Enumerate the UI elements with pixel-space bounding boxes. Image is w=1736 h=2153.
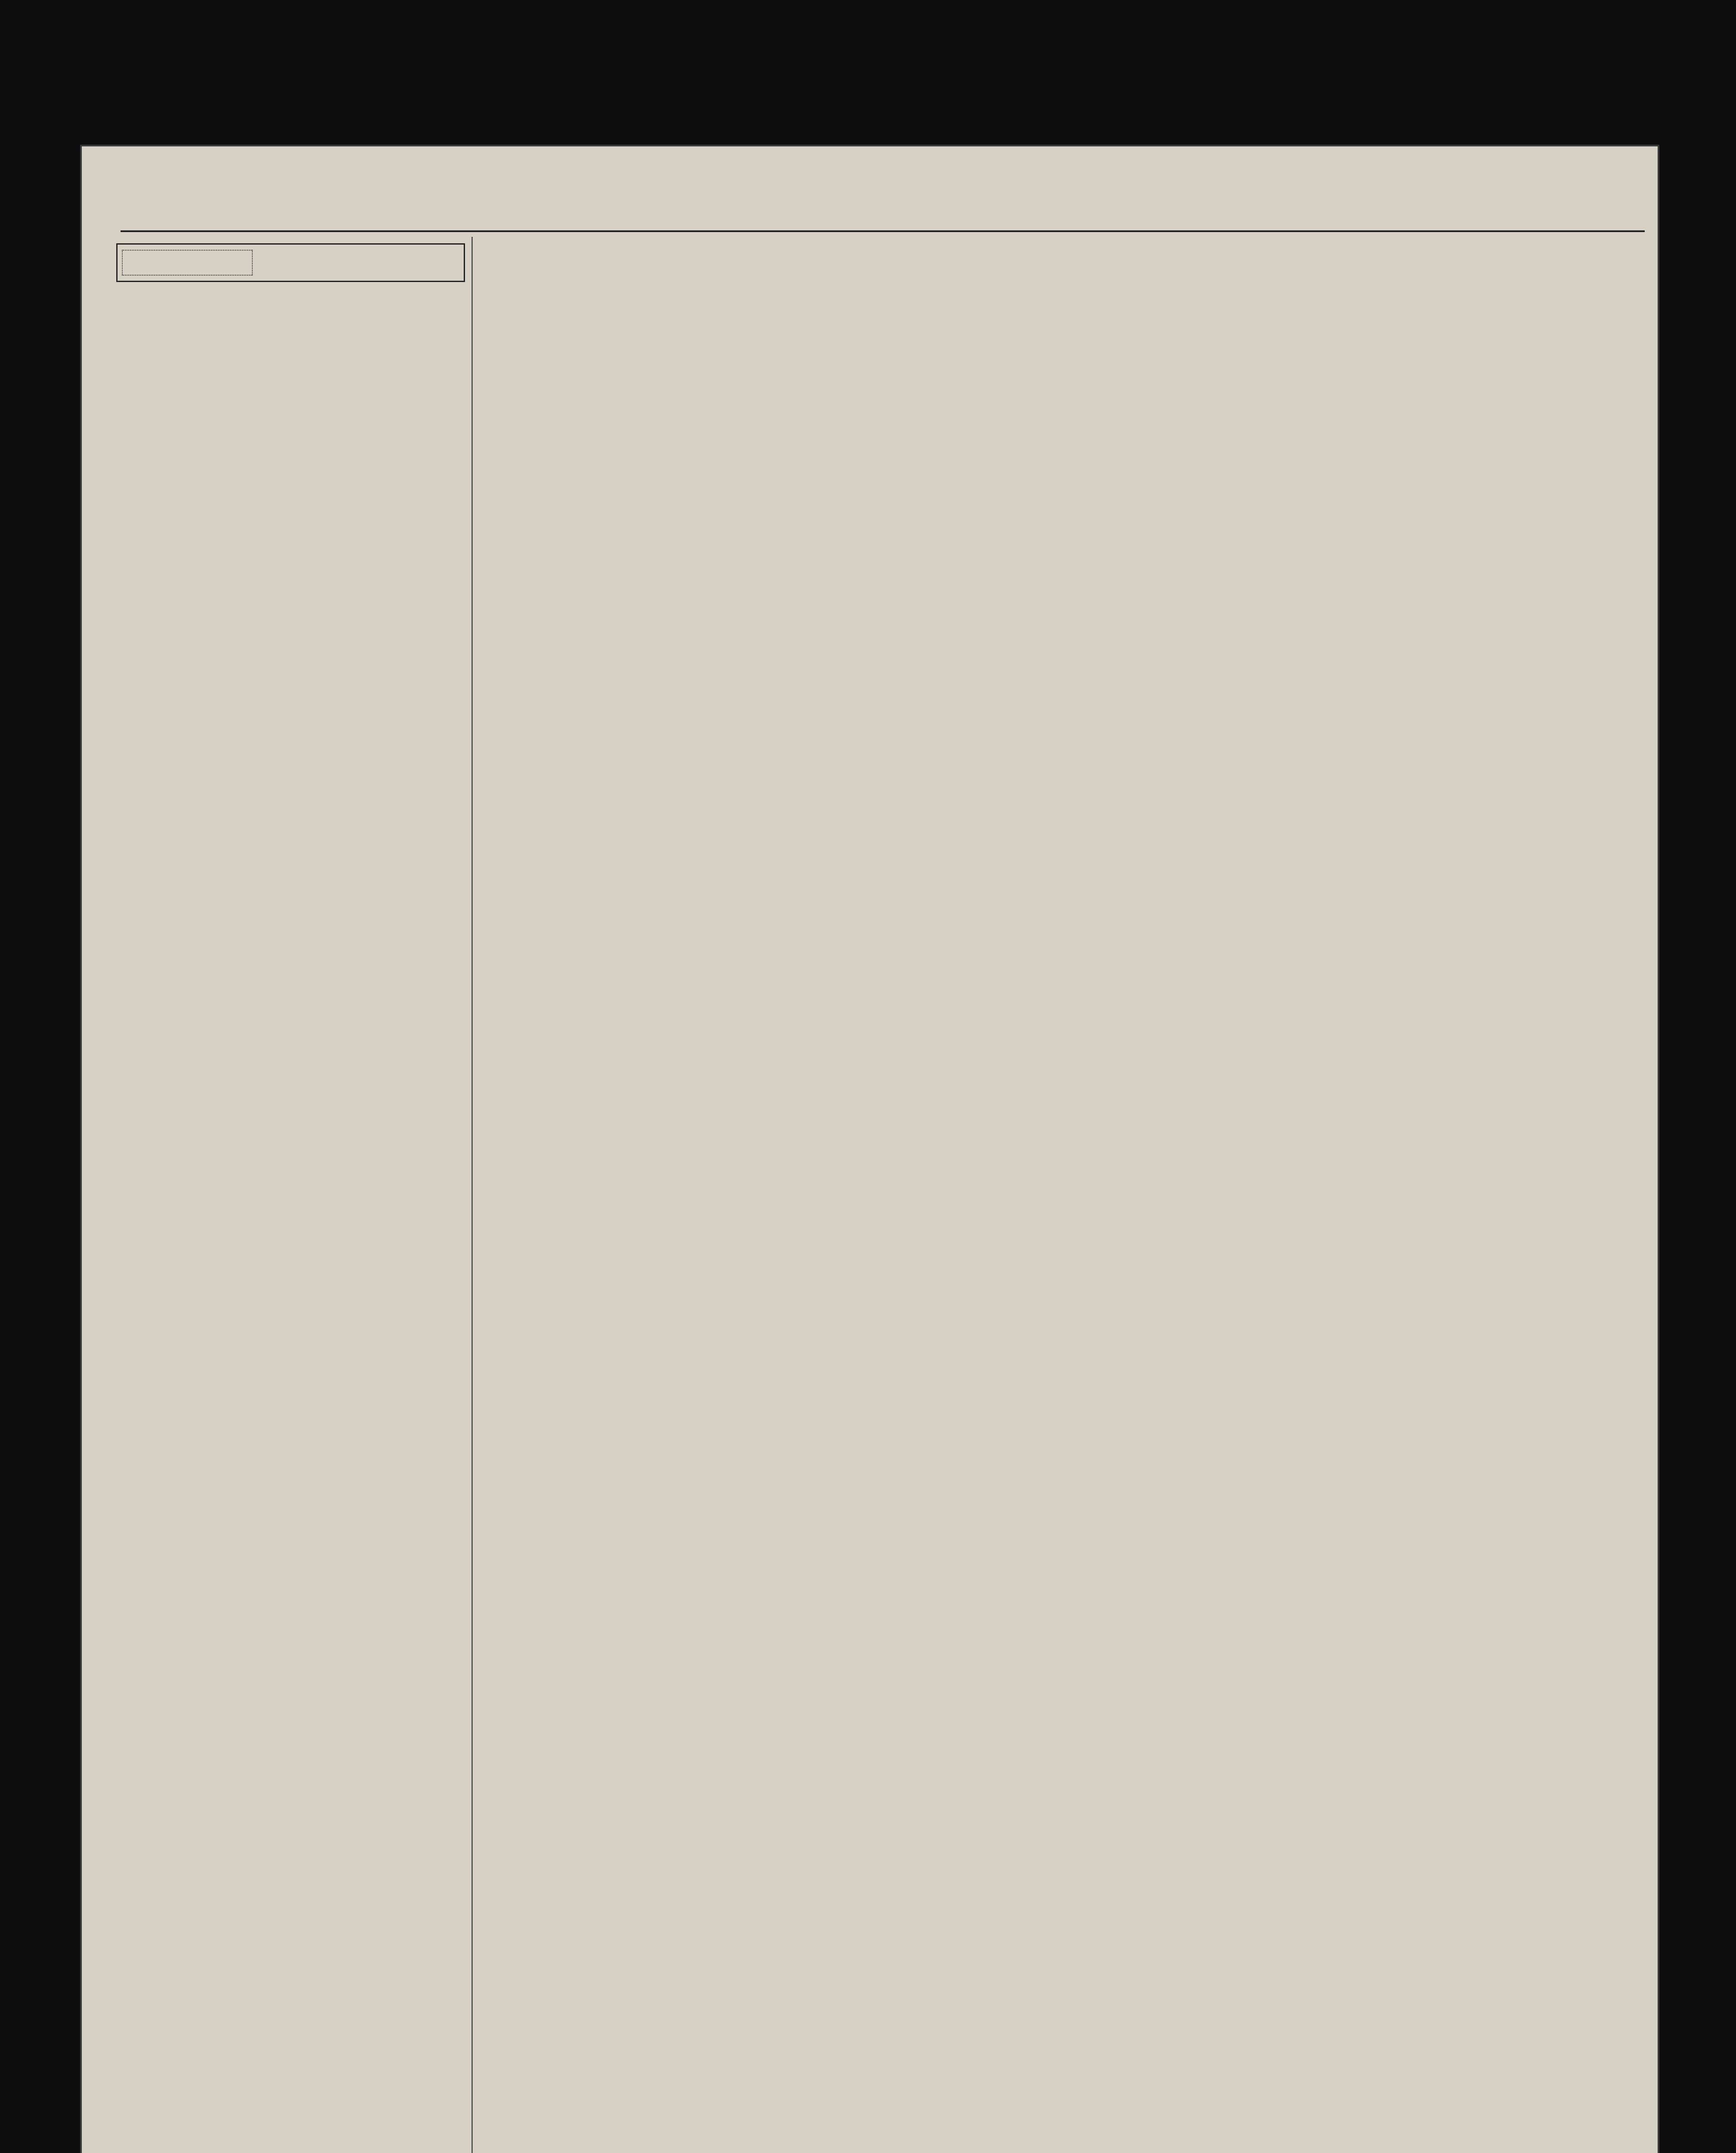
evangelism-heading-box (116, 243, 465, 282)
column-divider (471, 237, 473, 2153)
masthead (629, 202, 1619, 233)
ornament-icon (122, 250, 253, 276)
masthead-rule (121, 230, 1645, 232)
column-evangelism (116, 243, 465, 2153)
newspaper-page (82, 146, 1658, 2153)
